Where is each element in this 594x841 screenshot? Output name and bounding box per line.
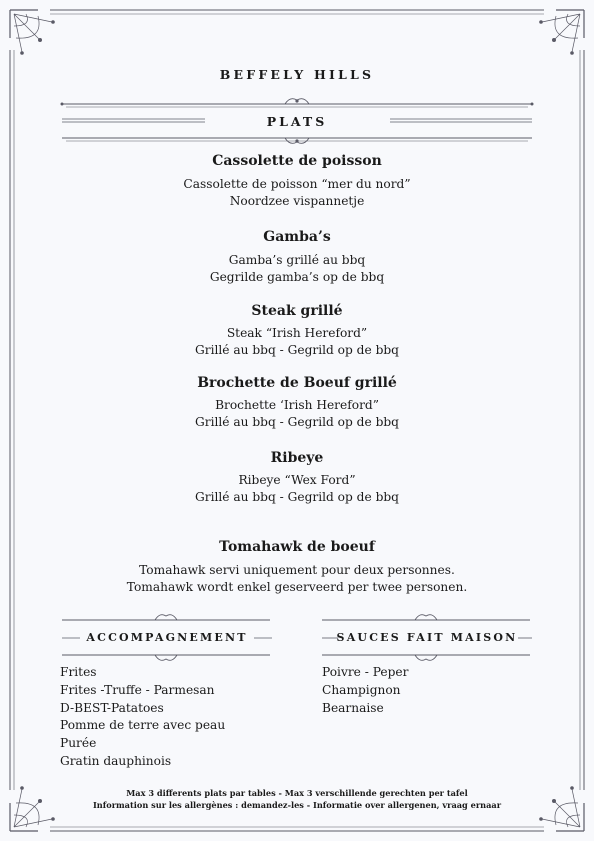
dish-tomahawk: [0, 539, 594, 596]
corner-ornament-top-left: [10, 10, 55, 55]
restaurant-name: BEFFELY HILLS: [219, 67, 375, 82]
plats-title: PLATS: [266, 114, 328, 129]
list-item: D-BEST-Patatoes: [60, 700, 164, 715]
dish-name: Brochette de Boeuf grillé: [197, 375, 397, 391]
footer-line: Max 3 differents plats par tables - Max 3 verschillende gerechten per tafel: [126, 788, 468, 798]
list-item: Bearnaise: [322, 700, 384, 715]
dish-name: Tomahawk de boeuf: [219, 539, 375, 555]
accompagnement-list: [60, 664, 225, 771]
dish-desc-line: Brochette ‘Irish Hereford”: [215, 398, 379, 412]
dish-ribeye: [0, 450, 594, 506]
dish-desc-line: Grillé au bbq - Gegrild op de bbq: [195, 415, 399, 429]
list-item: Champignon: [322, 682, 401, 697]
dish-steak: [0, 303, 594, 359]
dish-desc-line: Tomahawk servi uniquement pour deux personnes.: [139, 563, 455, 577]
dish-name: Ribeye: [270, 450, 324, 466]
list-item: Gratin dauphinois: [60, 753, 172, 768]
dish-desc-line: Grillé au bbq - Gegrild op de bbq: [195, 343, 399, 357]
sauces-title: SAUCES FAIT MAISON: [336, 631, 518, 644]
list-item: Frites -Truffe - Parmesan: [60, 682, 215, 697]
accompagnement-title: ACCOMPAGNEMENT: [86, 631, 248, 644]
list-item: Pomme de terre avec peau: [60, 718, 226, 733]
list-item: Purée: [60, 736, 97, 751]
dish-desc-line: Ribeye “Wex Ford”: [238, 473, 356, 487]
corner-ornament-top-right: [539, 10, 584, 55]
dish-name: Steak grillé: [251, 303, 343, 319]
dish-gambas: [0, 229, 594, 286]
footer-line: Information sur les allergènes : demandez-les - Informatie over allergenen, vraag ernaar: [92, 800, 502, 810]
dish-desc-line: Noordzee vispannetje: [229, 194, 365, 208]
dish-name: Cassolette de poisson: [212, 153, 382, 169]
dish-brochette: [0, 375, 594, 431]
dish-desc-line: Gegrilde gamba’s op de bbq: [209, 270, 385, 284]
dish-name: Gamba’s: [263, 229, 331, 245]
list-item: Frites: [60, 665, 97, 679]
dish-desc-line: Grillé au bbq - Gegrild op de bbq: [195, 490, 399, 504]
dish-cassolette: [0, 153, 594, 210]
dish-desc-line: Tomahawk wordt enkel geserveerd per twee personen.: [126, 580, 468, 594]
sauces-list: [322, 664, 408, 717]
dish-desc-line: Steak “Irish Hereford”: [226, 326, 368, 340]
footer-notes: [0, 787, 594, 811]
dish-desc-line: Gamba’s grillé au bbq: [228, 253, 366, 267]
dish-desc-line: Cassolette de poisson “mer du nord”: [183, 177, 411, 191]
list-item: Poivre - Peper: [322, 665, 409, 679]
